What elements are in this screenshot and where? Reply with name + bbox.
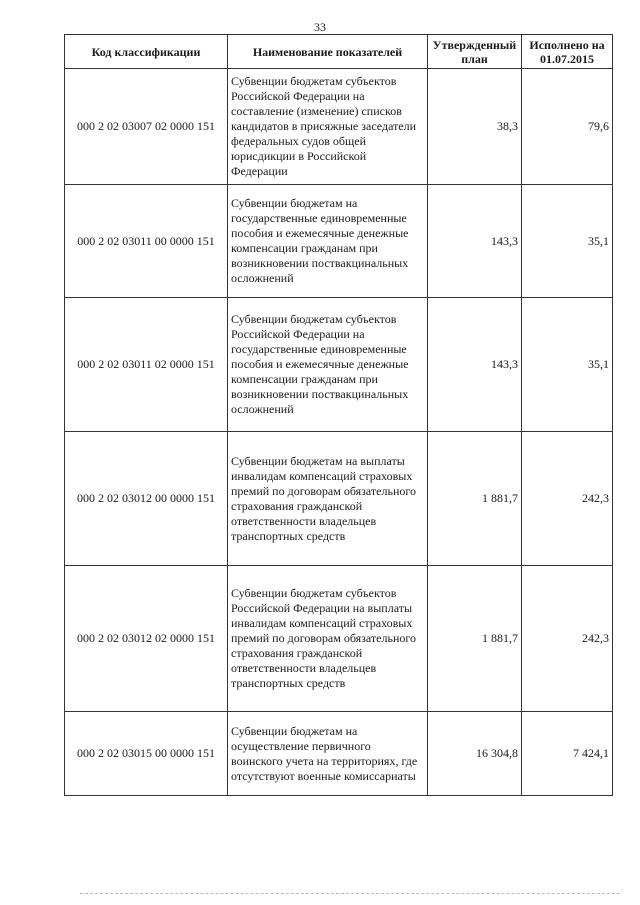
row-plan: 16 304,8 [428, 712, 522, 796]
row-plan: 1 881,7 [428, 566, 522, 712]
header-indicator-name: Наименование показателей [228, 35, 428, 69]
row-plan: 1 881,7 [428, 432, 522, 566]
footer-divider [80, 893, 620, 896]
header-approved-plan: Утвержденный план [428, 35, 522, 69]
row-executed: 79,6 [522, 69, 613, 185]
row-code: 000 2 02 03011 00 0000 151 [65, 185, 228, 298]
row-plan: 38,3 [428, 69, 522, 185]
budget-table [64, 34, 613, 796]
row-executed: 35,1 [522, 185, 613, 298]
header-classification-code: Код классификации [65, 35, 228, 69]
row-code: 000 2 02 03012 02 0000 151 [65, 566, 228, 712]
row-code: 000 2 02 03015 00 0000 151 [65, 712, 228, 796]
row-code: 000 2 02 03012 00 0000 151 [65, 432, 228, 566]
table-header-row [65, 35, 613, 69]
row-name: Субвенции бюджетам на осуществление первичного воинского учета на территориях, где отсутствуют военные комиссариаты [228, 712, 428, 796]
row-executed: 242,3 [522, 432, 613, 566]
row-plan: 143,3 [428, 298, 522, 432]
row-name: Субвенции бюджетам субъектов Российской Федерации на государственные единовременные пособия и ежемесячные денежные компенсации гражданам при возникновении поствакцинальных осложнений [228, 298, 428, 432]
row-executed: 242,3 [522, 566, 613, 712]
row-executed: 7 424,1 [522, 712, 613, 796]
row-name: Субвенции бюджетам субъектов Российской Федерации на составление (изменение) списков кандидатов в присяжные заседатели федеральных судов общей юрисдикции в Российской Федерации [228, 69, 428, 185]
row-code: 000 2 02 03011 02 0000 151 [65, 298, 228, 432]
row-name: Субвенции бюджетам субъектов Российской Федерации на выплаты инвалидам компенсаций страховых премий по договорам обязательного страхования гражданской ответственности владельцев транспортных средств [228, 566, 428, 712]
table-row [65, 298, 613, 432]
table-row [65, 712, 613, 796]
table-row [65, 69, 613, 185]
row-code: 000 2 02 03007 02 0000 151 [65, 69, 228, 185]
row-name: Субвенции бюджетам на государственные единовременные пособия и ежемесячные денежные компенсации гражданам при возникновении поствакцинальных осложнений [228, 185, 428, 298]
header-executed: Исполнено на 01.07.2015 [522, 35, 613, 69]
row-name: Субвенции бюджетам на выплаты инвалидам компенсаций страховых премий по договорам обязательного страхования гражданской ответственности владельцев транспортных средств [228, 432, 428, 566]
table-row [65, 432, 613, 566]
row-executed: 35,1 [522, 298, 613, 432]
row-plan: 143,3 [428, 185, 522, 298]
table-row [65, 566, 613, 712]
page-number: 33 [314, 20, 326, 34]
table-row [65, 185, 613, 298]
